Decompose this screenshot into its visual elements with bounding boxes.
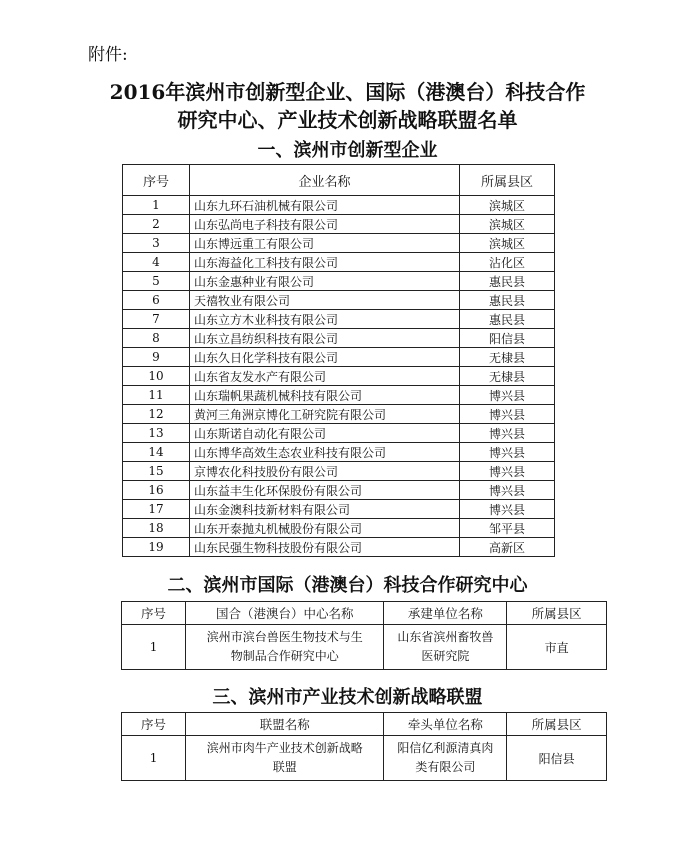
company-name: 山东立昌纺织科技有限公司 (190, 329, 460, 348)
intl-cooperation-center-table (121, 601, 607, 670)
company-name: 山东久日化学科技有限公司 (190, 348, 460, 367)
table-row (123, 538, 555, 557)
district: 无棣县 (460, 348, 555, 367)
center-name: 滨州市滨台兽医生物技术与生 物制品合作研究中心 (186, 625, 384, 670)
innovative-enterprise-table (122, 164, 555, 557)
row-number: 6 (123, 291, 190, 310)
column-header-district: 所属县区 (460, 165, 555, 196)
row-number: 9 (123, 348, 190, 367)
row-number: 14 (123, 443, 190, 462)
alliance-name: 滨州市肉牛产业技术创新战略 联盟 (186, 736, 384, 781)
document-title-line2: 研究中心、产业技术创新战略联盟名单 (177, 108, 518, 132)
company-name: 山东立方木业科技有限公司 (190, 310, 460, 329)
column-header-district: 所属县区 (507, 602, 607, 625)
district: 博兴县 (460, 500, 555, 519)
company-name: 山东斯诺自动化有限公司 (190, 424, 460, 443)
row-number: 11 (123, 386, 190, 405)
column-header-unit: 承建单位名称 (384, 602, 507, 625)
column-header-company: 企业名称 (190, 165, 460, 196)
row-number: 18 (123, 519, 190, 538)
company-name: 山东博华高效生态农业科技有限公司 (190, 443, 460, 462)
table-row (123, 386, 555, 405)
industry-alliance-table (121, 712, 607, 781)
table-row (122, 736, 607, 781)
company-name: 山东博远重工有限公司 (190, 234, 460, 253)
district: 博兴县 (460, 443, 555, 462)
company-name: 黄河三角洲京博化工研究院有限公司 (190, 405, 460, 424)
row-number: 1 (122, 625, 186, 670)
district: 博兴县 (460, 424, 555, 443)
section3-heading: 三、滨州市产业技术创新战略联盟 (212, 687, 483, 708)
district: 阳信县 (460, 329, 555, 348)
table-header-row (122, 713, 607, 736)
table-header-row (122, 602, 607, 625)
table-row (123, 310, 555, 329)
table-row (123, 481, 555, 500)
company-name: 山东金惠种业有限公司 (190, 272, 460, 291)
lead-unit-name: 阳信亿利源清真肉 类有限公司 (384, 736, 507, 781)
company-name: 山东民强生物科技股份有限公司 (190, 538, 460, 557)
column-header-alliance-name: 联盟名称 (186, 713, 384, 736)
table-row (123, 367, 555, 386)
document-title-line1: 2016年滨州市创新型企业、国际（港澳台）科技合作 (109, 80, 586, 104)
district: 无棣县 (460, 367, 555, 386)
district: 博兴县 (460, 481, 555, 500)
row-number: 3 (123, 234, 190, 253)
attachment-label: 附件: (88, 45, 128, 65)
district: 滨城区 (460, 196, 555, 215)
table-row (123, 253, 555, 272)
table-row (123, 272, 555, 291)
row-number: 7 (123, 310, 190, 329)
company-name: 山东九环石油机械有限公司 (190, 196, 460, 215)
unit-name: 山东省滨州畜牧兽 医研究院 (384, 625, 507, 670)
row-number: 13 (123, 424, 190, 443)
column-header-number: 序号 (122, 602, 186, 625)
row-number: 10 (123, 367, 190, 386)
district: 博兴县 (460, 405, 555, 424)
table-row (123, 234, 555, 253)
table-row (123, 329, 555, 348)
table-row (123, 348, 555, 367)
company-name: 山东弘尚电子科技有限公司 (190, 215, 460, 234)
district: 邹平县 (460, 519, 555, 538)
column-header-number: 序号 (123, 165, 190, 196)
section2-heading: 二、滨州市国际（港澳台）科技合作研究中心 (167, 575, 528, 596)
company-name: 山东开泰抛丸机械股份有限公司 (190, 519, 460, 538)
table-row (123, 500, 555, 519)
table-row (123, 291, 555, 310)
district: 沾化区 (460, 253, 555, 272)
table-row (123, 519, 555, 538)
district: 博兴县 (460, 462, 555, 481)
table-row (123, 196, 555, 215)
company-name: 山东海益化工科技有限公司 (190, 253, 460, 272)
company-name: 山东瑞帆果蔬机械科技有限公司 (190, 386, 460, 405)
company-name: 山东省友发水产有限公司 (190, 367, 460, 386)
row-number: 4 (123, 253, 190, 272)
row-number: 12 (123, 405, 190, 424)
table-row (123, 462, 555, 481)
district: 惠民县 (460, 272, 555, 291)
table-row (123, 424, 555, 443)
table-row (123, 405, 555, 424)
row-number: 8 (123, 329, 190, 348)
row-number: 5 (123, 272, 190, 291)
column-header-lead-unit: 牵头单位名称 (384, 713, 507, 736)
district: 高新区 (460, 538, 555, 557)
row-number: 1 (122, 736, 186, 781)
district: 市直 (507, 625, 607, 670)
table-row (123, 443, 555, 462)
row-number: 1 (123, 196, 190, 215)
table-row (123, 215, 555, 234)
company-name: 天禧牧业有限公司 (190, 291, 460, 310)
row-number: 19 (123, 538, 190, 557)
district: 滨城区 (460, 234, 555, 253)
company-name: 山东益丰生化环保股份有限公司 (190, 481, 460, 500)
column-header-number: 序号 (122, 713, 186, 736)
row-number: 15 (123, 462, 190, 481)
column-header-center-name: 国合（港澳台）中心名称 (186, 602, 384, 625)
section1-heading: 一、滨州市创新型企业 (257, 140, 438, 161)
company-name: 山东金澳科技新材料有限公司 (190, 500, 460, 519)
row-number: 2 (123, 215, 190, 234)
company-name: 京博农化科技股份有限公司 (190, 462, 460, 481)
district: 博兴县 (460, 386, 555, 405)
table-row (122, 625, 607, 670)
column-header-district: 所属县区 (507, 713, 607, 736)
district: 惠民县 (460, 310, 555, 329)
row-number: 17 (123, 500, 190, 519)
district: 阳信县 (507, 736, 607, 781)
row-number: 16 (123, 481, 190, 500)
district: 滨城区 (460, 215, 555, 234)
district: 惠民县 (460, 291, 555, 310)
table-header-row (123, 165, 555, 196)
